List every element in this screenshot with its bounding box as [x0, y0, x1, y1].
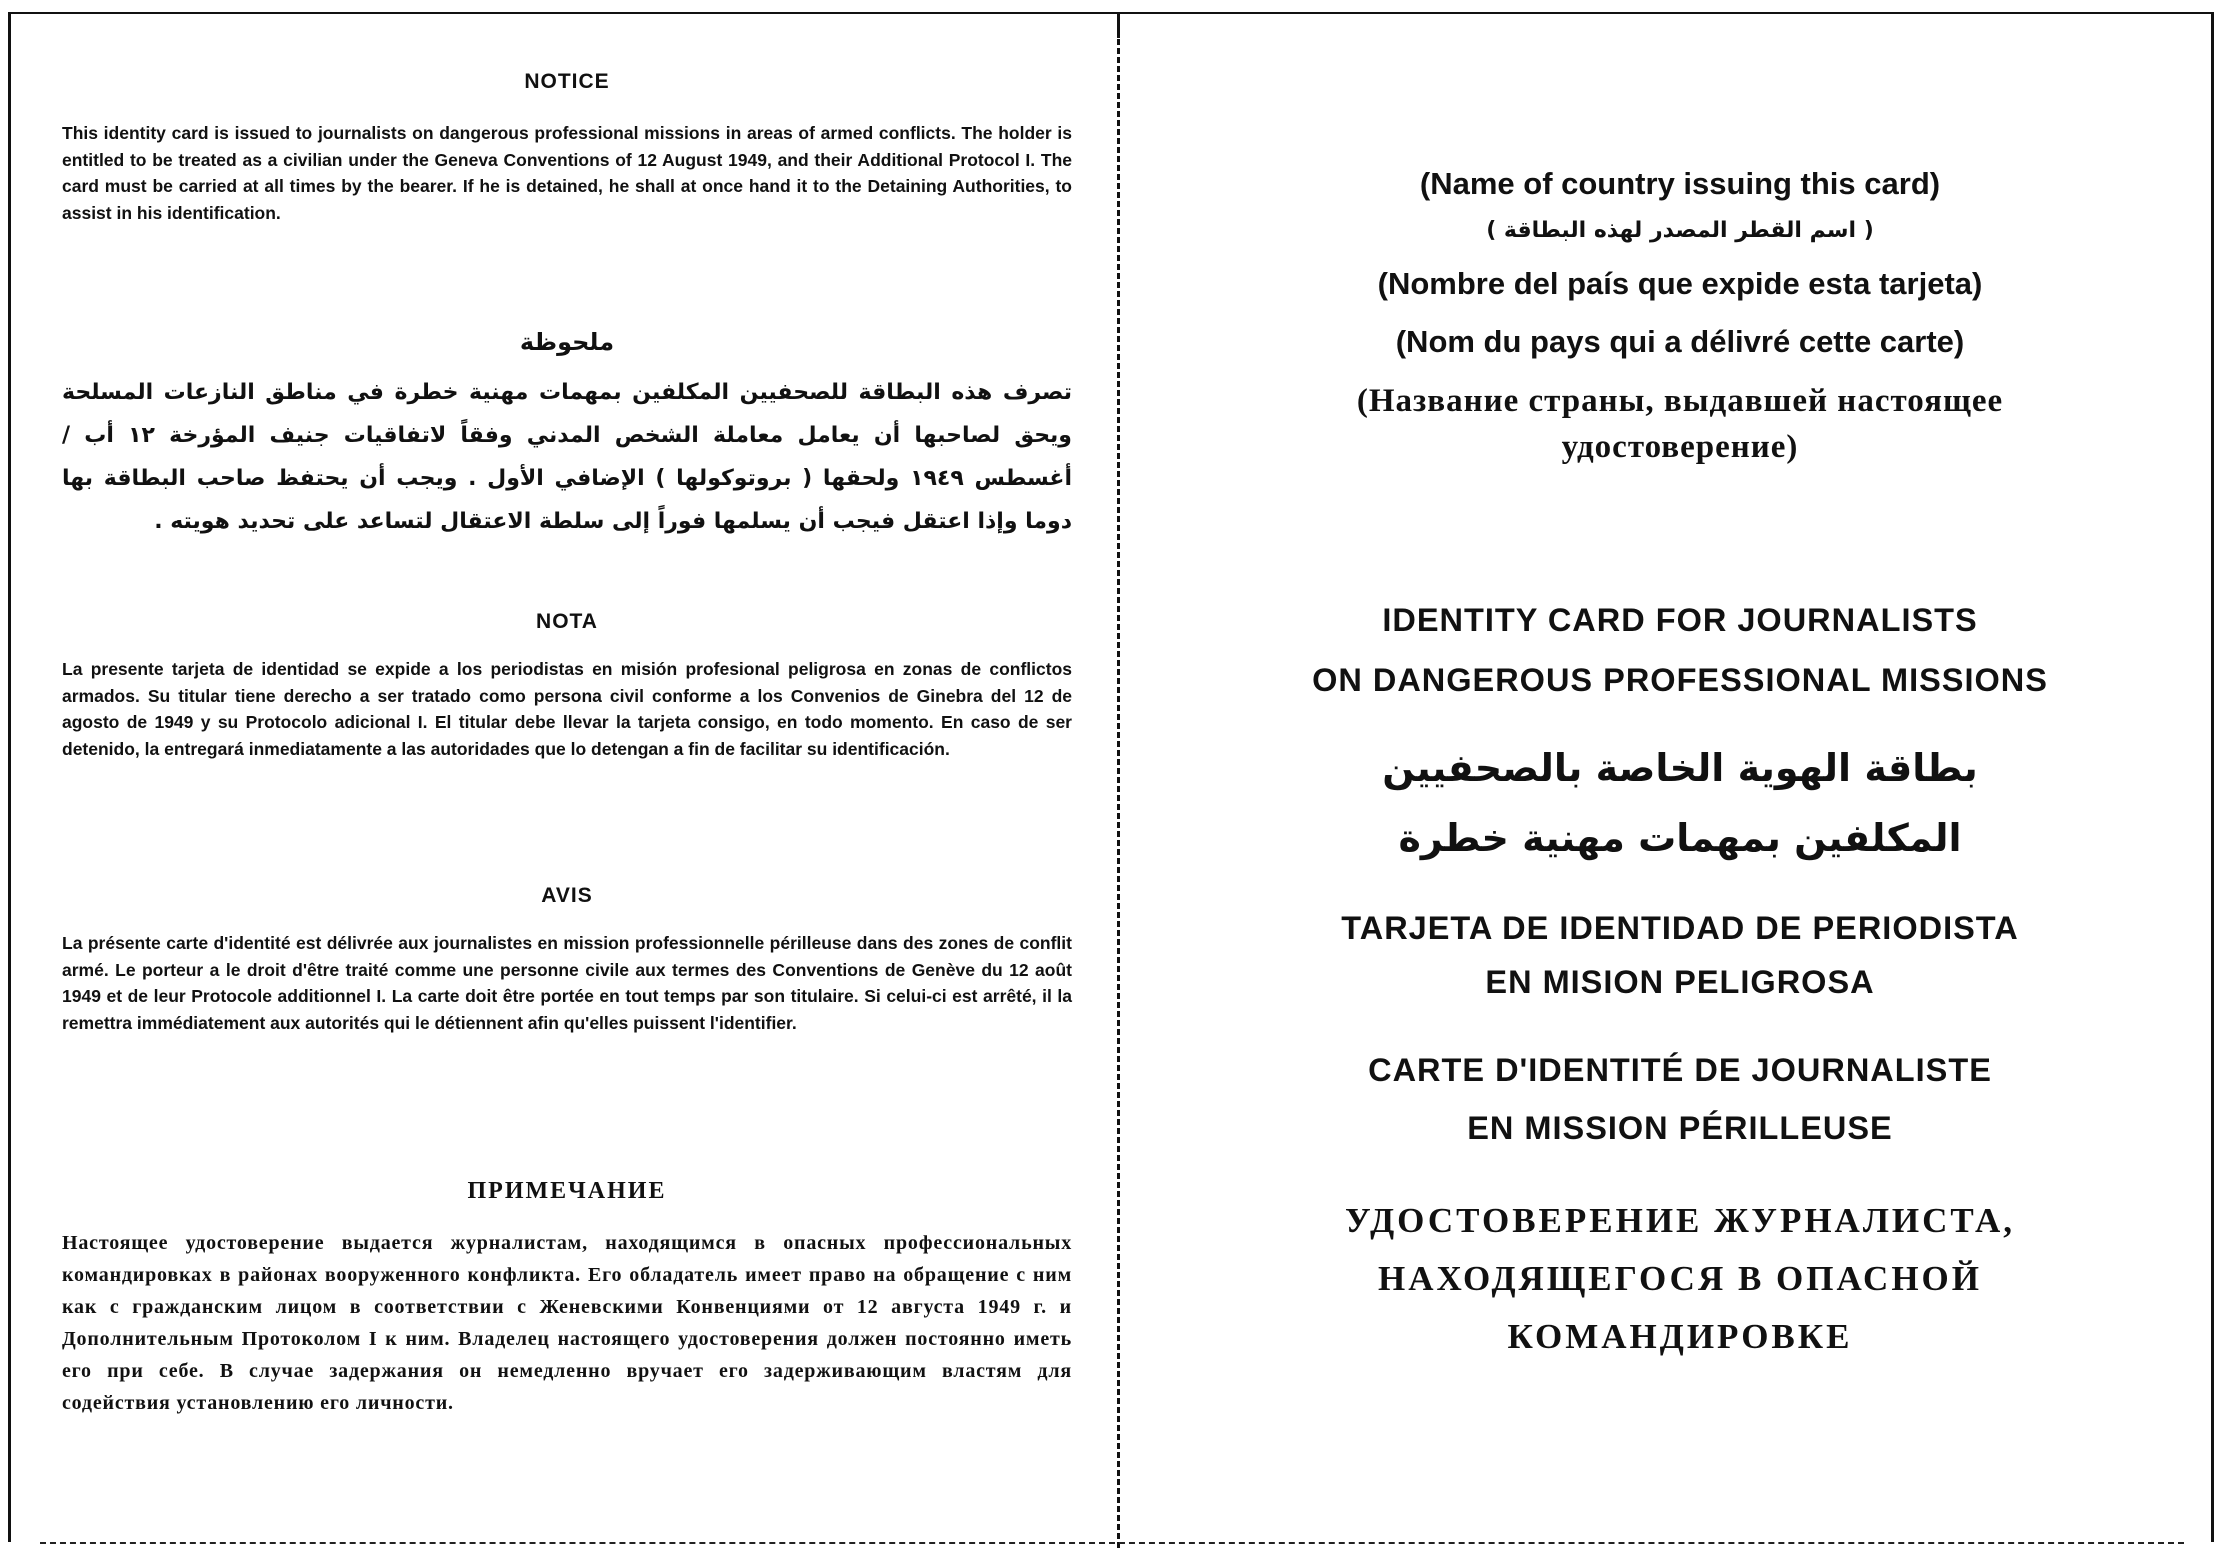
notice-heading-ar: ملحوظة	[519, 329, 615, 356]
card-title-es-line2: EN MISION PELIGROSA	[1485, 964, 1875, 1000]
notice-heading-fr: AVIS	[541, 884, 593, 907]
country-name-fr: (Nom du pays qui a délivré cette carte)	[1395, 324, 1965, 359]
card-title-fr-line2: EN MISSION PÉRILLEUSE	[1467, 1110, 1893, 1146]
card-title-ar-line1: بطاقة الهوية الخاصة بالصحفيين	[1382, 746, 1978, 790]
card-title-ru-line3: КОМАНДИРОВКЕ	[1507, 1317, 1853, 1356]
country-name-ar: ( اسم القطر المصدر لهذه البطاقة )	[1486, 218, 1874, 243]
card-title-ru-line2: НАХОДЯЩЕГОСЯ В ОПАСНОЙ	[1378, 1259, 1982, 1298]
notice-russian	[62, 1178, 1072, 1419]
card-title-ru-line1: УДОСТОВЕРЕНИЕ ЖУРНАЛИСТА,	[1344, 1201, 2016, 1240]
notice-english	[62, 70, 1072, 226]
country-name-en: (Name of country issuing this card)	[1419, 166, 1941, 201]
country-name-ru-line2: удостоверение)	[1561, 429, 1799, 465]
card-title-fr-line1: CARTE D'IDENTITÉ DE JOURNALISTE	[1368, 1052, 1992, 1088]
card-title-es-line1: TARJETA DE IDENTIDAD DE PERIODISTA	[1341, 910, 2019, 946]
fold-line	[1117, 12, 1120, 1548]
notice-body-ar: تصرف هذه البطاقة للصحفيين المكلفين بمهمات مهنية خطرة في مناطق النازعات المسلحة ويحق لصاحبها أن يعامل معاملة الشخص المدني وفقاً لاتفاقيات جنيف المؤرخة ١٢ أب / أغسطس ١٩٤٩ ولحقها ( بروتوكولها ) الإضافي الأول . ويجب أن يحتفظ صاحب البطاقة بها دوما وإذا اعتقل فيجب أن يسلمها فوراً إلى سلطة الاعتقال لتساعد على تحديد هويته .	[62, 380, 1072, 534]
notice-spanish	[62, 610, 1072, 762]
card-title-en-line1: IDENTITY CARD FOR JOURNALISTS	[1382, 602, 1978, 638]
card-title-ar-line2: المكلفين بمهمات مهنية خطرة	[1398, 816, 1962, 860]
notice-body-en: This identity card is issued to journalists on dangerous professional missions in areas of armed conflicts. The holder is entitled to be treated as a civilian under the Geneva Conventions of 12 August 1949, and their Additional Protocol I. The card must be carried at all times by the bearer. If he is detained, he shall at once hand it to the Detaining Authorities, to assist in his identification.	[62, 123, 1072, 223]
notice-heading-ru: ПРИМЕЧАНИЕ	[467, 1178, 667, 1204]
country-name-es: (Nombre del país que expide esta tarjeta)	[1377, 266, 1983, 301]
notice-body-fr: La présente carte d'identité est délivrée aux journalistes en mission professionnelle périlleuse dans des zones de conflit armé. Le porteur a le droit d'être traité comme une personne civile aux termes des Conventions de Genève du 12 août 1949 et de leur Protocole additionnel I. La carte doit être portée en tout temps par son titulaire. Si celui-ci est arrêté, il la remettra immédiatement aux autorités qui le détiennent afin qu'elles puissent l'identifier.	[62, 933, 1072, 1033]
notice-french	[62, 884, 1072, 1036]
notice-heading-es: NOTA	[536, 610, 598, 633]
bottom-edge	[40, 1542, 2184, 1548]
country-name-ru-line1: (Название страны, выдавшей настоящее	[1356, 383, 2004, 419]
card-title-en-line2: ON DANGEROUS PROFESSIONAL MISSIONS	[1312, 662, 2048, 698]
notice-body-es: La presente tarjeta de identidad se expide a los periodistas en misión profesional peligrosa en zonas de conflictos armados. Su titular tiene derecho a ser tratado como persona civil conforme a los Convenios de Ginebra del 12 de agosto de 1949 y su Protocolo adicional I. El titular debe llevar la tarjeta consigo, en todo momento. En caso de ser detenido, la entregará inmediatamente a las autoridades que lo detengan a fin de facilitar su identificación.	[62, 659, 1072, 759]
notice-heading-en: NOTICE	[524, 70, 610, 93]
notice-arabic	[62, 328, 1072, 543]
notice-body-ru: Настоящее удостоверение выдается журналистам, находящимся в опасных профессиональных командировках в районах вооруженного конфликта. Его обладатель имеет право на обращение с ним как с гражданским лицом в соответствии с Женевскими Конвенциями от 12 августа 1949 г. и Дополнительным Протоколом I к ним. Владелец настоящего удостоверения должен постоянно иметь его при себе. В случае задержания он немедленно вручает его задерживающим властям для содействия установлению его личности.	[62, 1232, 1072, 1414]
